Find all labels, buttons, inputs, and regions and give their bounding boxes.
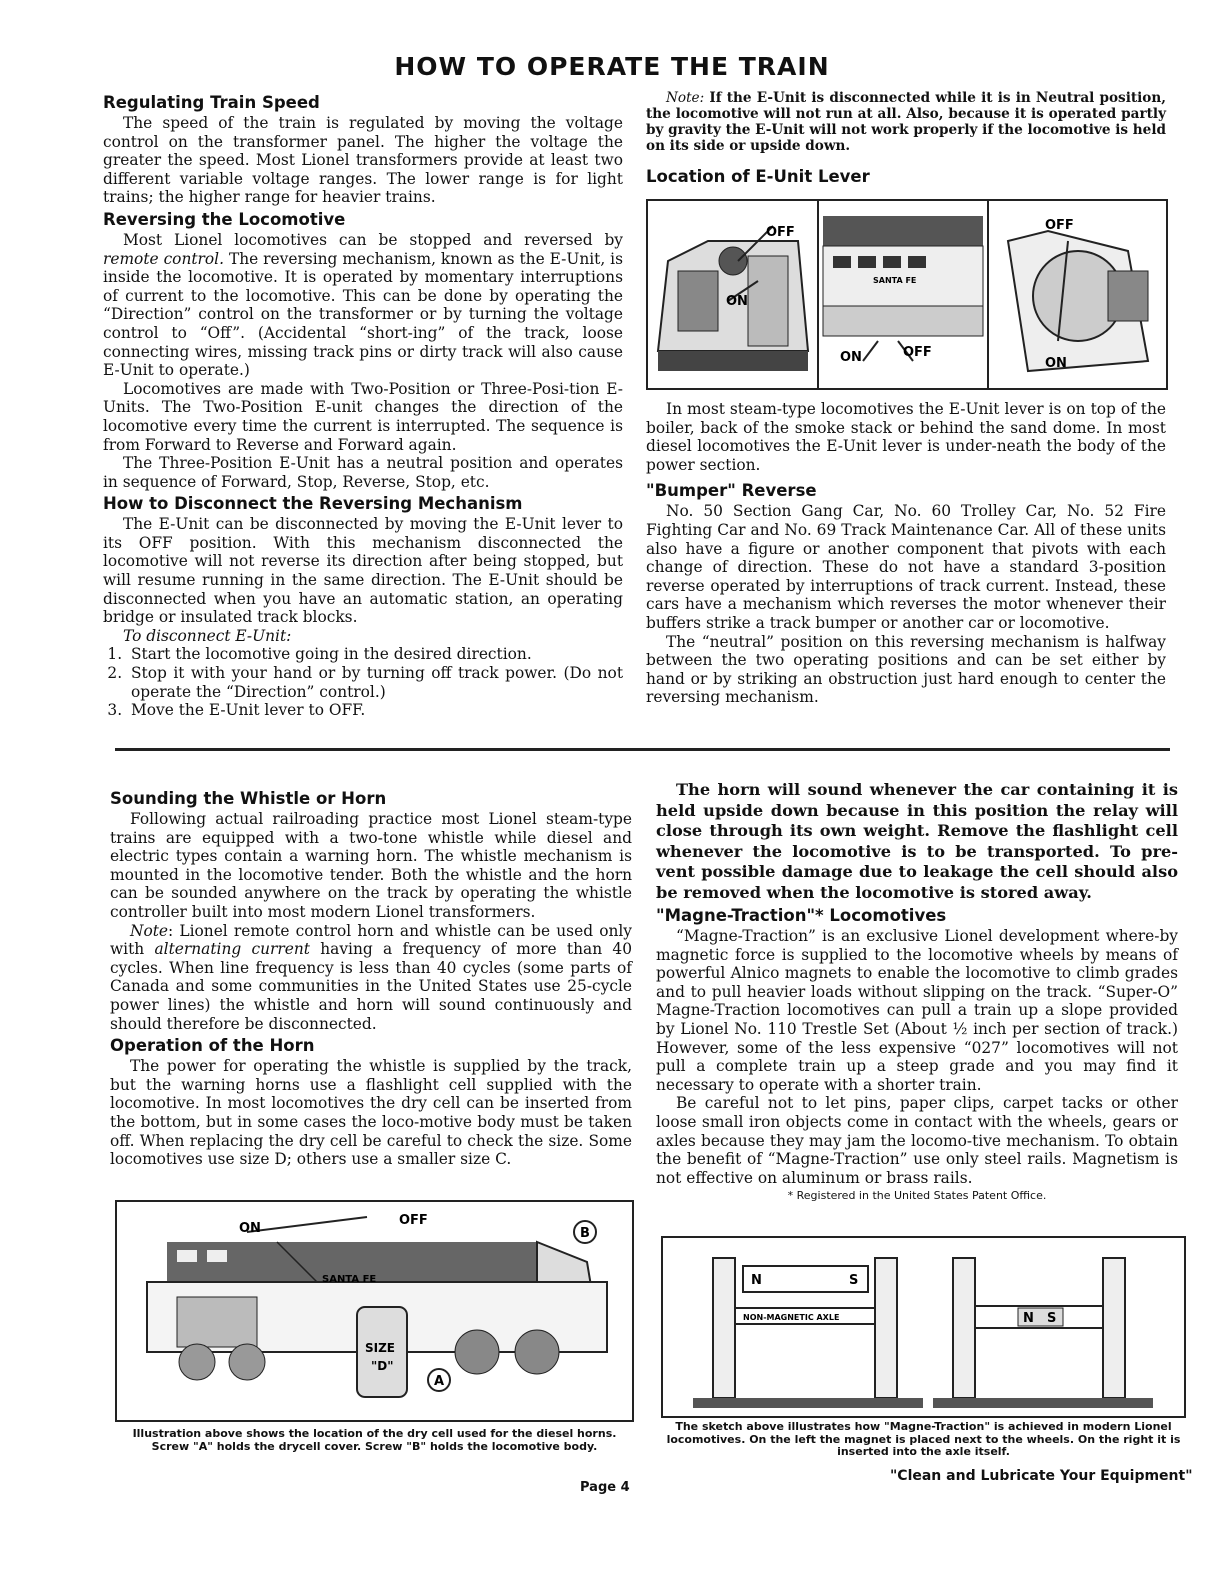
horn-text: The power for operating the whistle is supplied by the track, but the warning horns use a flashlight cell supplied with the locomotive. In most locomotives the dry cell can be inserted from the bottom, but in some cases the loco-motive body must be taken off. When replacing the dry cell be careful to check the size. Some locomotives use size D; others use a smaller size C. [110,1057,632,1169]
off-label-4: OFF [399,1213,428,1228]
axle-label: NON-MAGNETIC AXLE [743,1313,840,1322]
page-number: Page 4 [580,1480,630,1495]
magnet-in-axle-drawing [933,1258,1153,1408]
whistle-heading: Sounding the Whistle or Horn [110,789,387,808]
s-label-1: S [849,1273,859,1288]
screw-a-label: A [434,1374,445,1389]
e-unit-location-figure [646,199,1168,390]
size-label: SIZE [365,1341,396,1355]
reversing-text-1: Most Lionel locomotives can be stopped and reversed by remote control. The reversing mechanism, known as the E-Unit, is inside the locomotive. It is operated by momentary interruptions of current to the locomotive. This can be done by operating the “Direction” control on the transformer or by turning the voltage control to “Off”. (Accidental “short-ing” of the track, loose connecting wires, missing track pins or dirty track will also cause E-Unit to operate.) [103,230,624,380]
e-unit-note: Note: If the E-Unit is disconnected while it is in Neutral position, the locomotive will not run at all. Also, because it is operated partly by gravity the E-Unit will not work properly if the locomotive is held on its side or upside down. [646,90,1166,154]
list-item: 2. Stop it with your hand or by turning off track power. (Do not operate the “Direction” control.) [127,664,623,701]
off-label-2: OFF [903,345,932,360]
disconnect-sub: To disconnect E-Unit: [123,626,292,645]
regulating-heading: Regulating Train Speed [103,93,320,112]
list-item: 1. Start the locomotive going in the desired direction. [127,645,623,664]
horn-heading: Operation of the Horn [110,1036,315,1056]
page-title: HOW TO OPERATE THE TRAIN [394,52,830,81]
footer-slogan: "Clean and Lubricate Your Equipment" [890,1468,1193,1484]
left-top-column [103,90,623,720]
right-bottom-column [656,780,1178,1206]
whistle-note: Note: Lionel remote control horn and whistle can be used only with alternating current having a frequency of more than 40 cycles. When line frequency is less than 40 cycles (some parts of Canada and some communities in the United States use 25-cycle power lines) the whistle and horn will sound continuously and should therefore be disconnected. [110,921,632,1033]
right-top-column [646,90,1166,707]
n-label-1: N [751,1273,762,1288]
disconnect-text: The E-Unit can be disconnected by moving the E-Unit lever to its OFF position. With this mechanism disconnected the locomotive will not reverse its direction after being stopped, but will resume running in the same direction. The E-Unit should be disconnected when you have an automatic station, an operating bridge or insulated track blocks. [103,515,623,627]
santa-fe-label-2: SANTA FE [322,1274,377,1285]
magne-text-2: Be careful not to let pins, paper clips, carpet tacks or other loose small iron objects come in contact with the wheels, gears or axles because they may jam the locomo-tive mechanism. To obtain the benefit of “Magne-Traction” use only steel rails. Magnetism is not effective on aluminum or brass rails. [656,1094,1178,1187]
on-label-4: ON [239,1221,261,1236]
magne-text-1: “Magne-Traction” is an exclusive Lionel development where-by magnetic force is supplied to the locomotive wheels by means of powerful Alnico magnets to enable the locomotive to climb grades and to pull heavier loads without slipping on the track. “Super-O” Magne-Traction locomotives can pull a train up a slope provided by Lionel No. 110 Trestle Set (About ½ inch per section of track.) However, some of the less expensive “027” locomotives will not pull a complete train up a steep grade and you may find it necessary to operate with a shorter train. [656,927,1178,1094]
santa-fe-label: SANTA FE [873,276,917,285]
disconnect-heading: How to Disconnect the Reversing Mechanism [103,494,523,514]
off-label-1: OFF [766,225,795,240]
s-label-2: S [1047,1311,1057,1326]
e-unit-mechanism-drawing [1008,231,1148,371]
on-label-2: ON [840,350,862,365]
dry-cell-caption: Illustration above shows the location of the dry cell used for the diesel horns. Screw "A" holds the drycell cover. Screw "B" holds the locomotive body. [132,1427,617,1453]
magne-heading: "Magne-Traction"* Locomotives [656,906,947,925]
magne-traction-illustration [663,1238,1184,1416]
reversing-text-2: Locomotives are made with Two-Position or Three-Posi-tion E-Units. The Two-Position E-unit changes the direction of the locomotive every time the current is interrupted. The sequence is from Forward to Reverse and Forward again. [103,379,623,454]
diesel-horn-illustration [117,1202,632,1420]
bumper-text-1: No. 50 Section Gang Car, No. 60 Trolley Car, No. 52 Fire Fighting Car and No. 69 Track Maintenance Car. All of these units also have a figure or another component that pivots with each change of direction. These do not have a standard 3-position reverse operated by interruptions of track current. Instead, these cars have a mechanism which reverses the motor whenever their buffers strike a track bumper or another car or locomotive. [646,502,1166,632]
diesel-locomotive-drawing [823,216,983,361]
dry-cell-figure [115,1200,634,1422]
d-label: "D" [371,1359,394,1373]
regulating-text: The speed of the train is regulated by moving the voltage control on the transformer panel. The higher the voltage the greater the speed. Most Lionel transformers provide at least two different variable voltage ranges. The lower range is for light trains; the higher range for heavier trains. [103,114,623,207]
section-divider [115,748,1170,751]
magnet-at-wheels-drawing [693,1258,923,1408]
screw-b-label: B [580,1226,590,1241]
off-label-3: OFF [1045,218,1074,233]
e-unit-illustration [648,201,1166,388]
magne-traction-figure [661,1236,1186,1418]
bumper-heading: "Bumper" Reverse [646,481,817,501]
on-label-3: ON [1045,356,1067,371]
left-bottom-column [110,786,632,1169]
disconnect-steps [103,645,623,719]
reversing-heading: Reversing the Locomotive [103,209,346,229]
location-heading: Location of E-Unit Lever [646,167,870,186]
location-text: In most steam-type locomotives the E-Unit lever is on top of the boiler, back of the smoke stack or behind the sand dome. In most diesel locomotives the E-Unit lever is under-neath the body of the power section. [646,400,1166,474]
whistle-text: Following actual railroading practice most Lionel steam-type trains are equipped with a two-tone whistle while diesel and electric types contain a warning horn. The whistle mechanism is mounted in the locomotive tender. Both the whistle and the horn can be sounded anywhere on the track by operating the whistle controller built into most modern Lionel transformers. [110,810,632,921]
n-label-2: N [1023,1311,1034,1326]
reversing-text-3: The Three-Position E-Unit has a neutral position and operates in sequence of Forward, Stop, Reverse, Stop, etc. [103,454,623,491]
magne-traction-caption: The sketch above illustrates how "Magne-Traction" is achieved in modern Lionel locomotives. On the left the magnet is placed next to the wheels. On the right it is inserted into the axle itself. [666,1420,1181,1458]
horn-bold-text: The horn will sound whenever the car containing it is held upside down because in this position the relay will close through its own weight. Remove the flashlight cell whenever the locomotive is to be transported. To pre-vent possible damage due to leakage the cell should also be removed when the locomotive is stored away. [656,780,1178,902]
on-label-1: ON [726,294,748,309]
registered-note: * Registered in the United States Patent Office. [787,1189,1047,1203]
bumper-text-2: The “neutral” position on this reversing mechanism is halfway between the two operating positions and can be set either by hand or by striking an obstruction just hard enough to center the reversing mechanism. [646,632,1166,707]
list-item: 3. Move the E-Unit lever to OFF. [127,701,623,720]
